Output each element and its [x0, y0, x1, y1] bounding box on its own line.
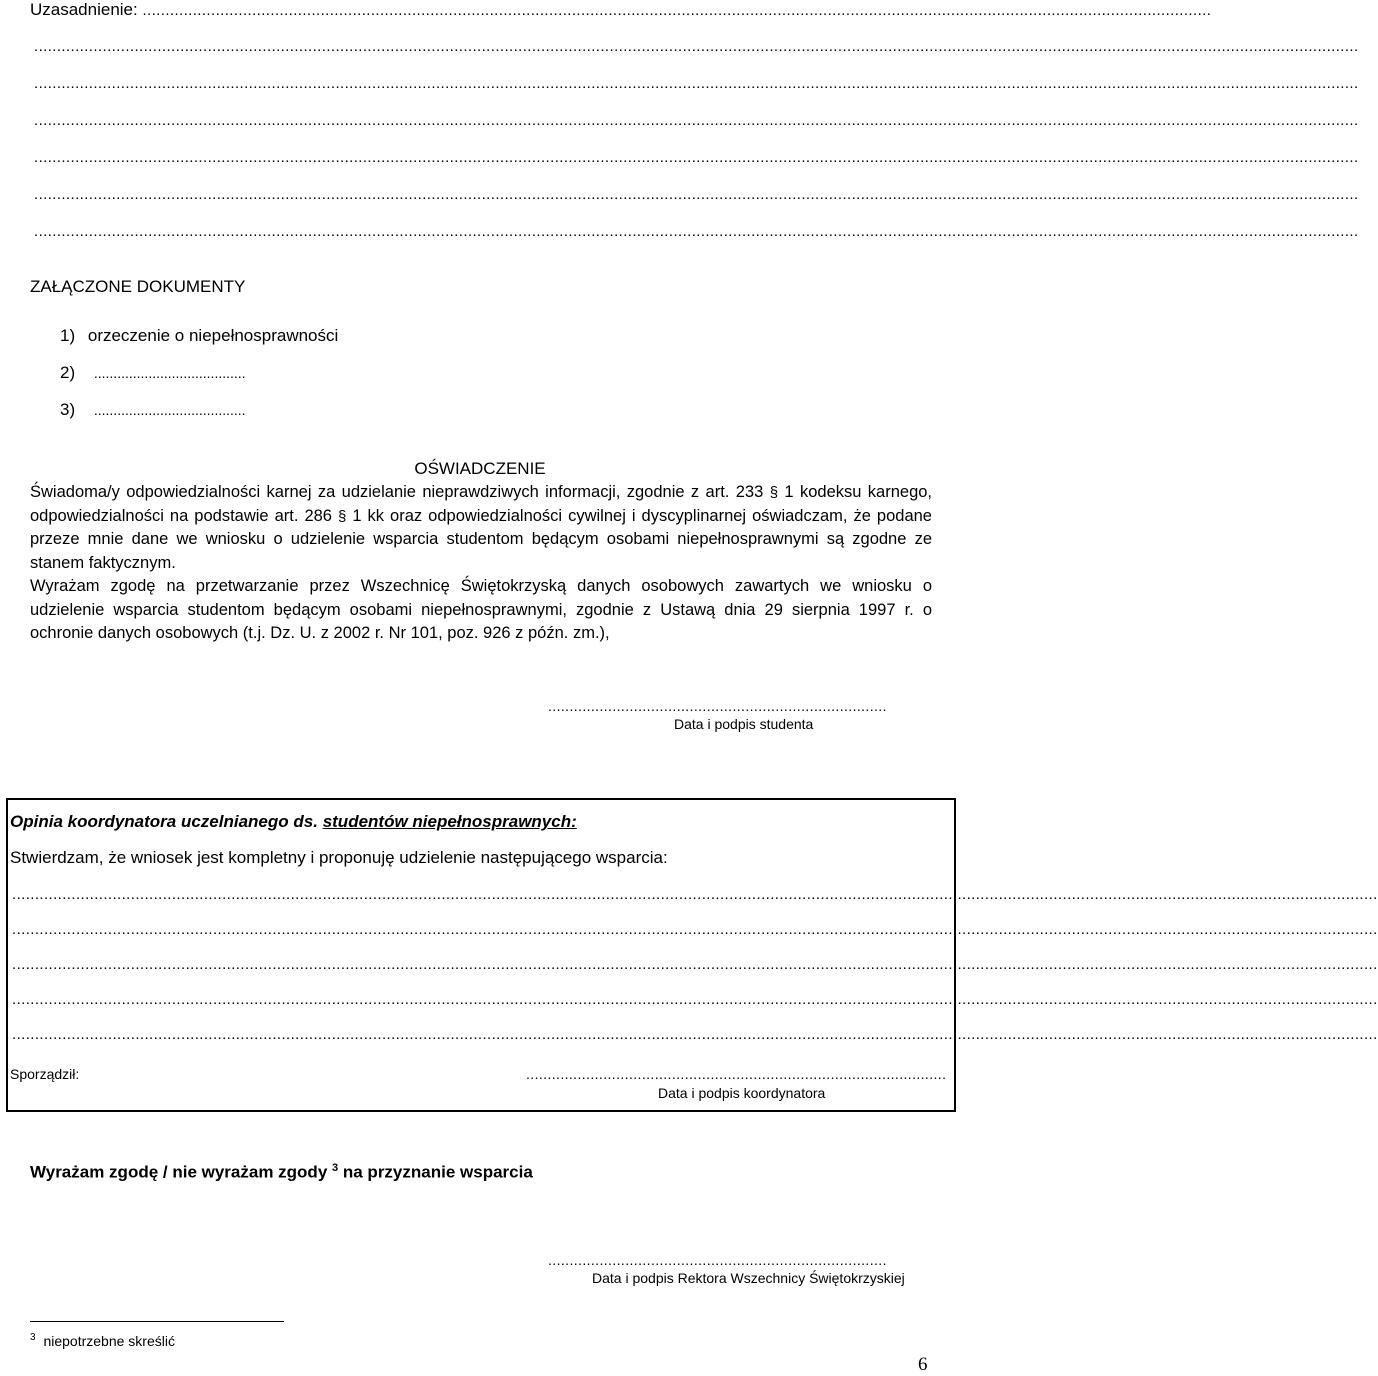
coordinator-heading-part: studentów niepełnosprawnych:	[322, 812, 577, 831]
footnote-marker: 3	[30, 1332, 36, 1343]
coordinator-statement: Stwierdzam, że wniosek jest kompletny i proponuję udzielenie następującego wsparcia:	[10, 848, 668, 867]
justification-dot-line: ..................................................................................................................................................................................................................................................................................................	[34, 75, 1359, 92]
justification-dot-line: ..................................................................................................................................................................................................................................................................................................	[34, 223, 1359, 240]
justification-dot-line: ..................................................................................................................................................................................................................................................................................................	[34, 149, 1359, 166]
justification-label: Uzasadnienie:	[30, 0, 138, 19]
footnote	[30, 1332, 175, 1349]
coordinator-heading	[10, 812, 577, 832]
justification-dot-line: ..................................................................................................................................................................................................................................................................................................	[34, 38, 1359, 55]
student-signature-label: Data i podpis studenta	[674, 716, 814, 732]
declaration-title: OŚWIADCZENIE	[414, 459, 546, 478]
footnote-text: niepotrzebne skreślić	[43, 1332, 175, 1349]
coordinator-heading-part: Opinia koordynatora uczelnianego ds.	[10, 812, 318, 831]
coordinator-signature-label: Data i podpis koordynatora	[658, 1085, 826, 1101]
attachment-item	[60, 400, 246, 420]
declaration-paragraph-2: Wyrażam zgodę na przetwarzanie przez Wszechnicę Świętokrzyską danych osobowych zawartych we wniosku o udzielenie wsparcia studentom będącym osobami niepełnosprawnymi, zgodnie z Ustawą dnia 29 sierpnia 1997 r. o ochronie danych osobowych (t.j. Dz. U. z 2002 r. Nr 101, poz. 926 z późn. zm.),	[30, 577, 932, 642]
justification-line-1	[30, 0, 1211, 21]
coordinator-dot-line: ...........................................................................................................................................................................................................................................................................................................	[12, 1026, 1378, 1043]
attachment-number: 1)	[60, 326, 76, 345]
declaration-text-part: 1 kodeksu karnego, odpowiedzialności na podstawie art. 286	[30, 483, 933, 525]
justification-dots: ..........................................................................................................................................................................................................................................	[142, 2, 1212, 19]
attachments-heading: ZAŁĄCZONE DOKUMENTY	[30, 277, 246, 296]
attachment-number: 2)	[60, 363, 76, 382]
footnote-separator	[30, 1321, 284, 1322]
prepared-by-label: Sporządził:	[10, 1066, 80, 1082]
coordinator-dot-line: ...........................................................................................................................................................................................................................................................................................................	[12, 921, 1378, 938]
rector-signature-label: Data i podpis Rektora Wszechnicy Świętokrzyskiej	[592, 1270, 905, 1286]
rector-consent-text: Wyrażam zgodę / nie wyrażam zgody	[30, 1162, 328, 1182]
rector-consent-text: na przyznanie wsparcia	[342, 1162, 533, 1182]
justification-dot-line: ..................................................................................................................................................................................................................................................................................................	[34, 186, 1359, 203]
declaration-text-part: 1 kk oraz odpowiedzialności cywilnej i dyscyplinarnej oświadczam, że podane przeze mnie dane we wniosku o udzielenie wsparcia studentom będącym osobami niepełnosprawnymi są zgodne ze stanem faktycznym.	[30, 506, 932, 572]
rector-consent	[30, 1157, 533, 1184]
attachment-number: 3)	[60, 400, 76, 419]
attachment-item	[60, 326, 338, 346]
attachment-item	[60, 363, 246, 383]
attachment-text: .......................................	[93, 402, 246, 418]
justification-dot-line: ..................................................................................................................................................................................................................................................................................................	[34, 112, 1359, 129]
attachment-text: orzeczenie o niepełnosprawności	[87, 326, 339, 345]
page-number: 6	[918, 1354, 928, 1375]
attachment-text: .......................................	[93, 365, 246, 381]
rector-signature-line: ...............................................................................	[548, 1252, 887, 1268]
declaration-text-part: Świadoma/y odpowiedzialności karnej za udzielanie nieprawdziwych informacji, zgodnie z art. 233	[30, 483, 764, 501]
student-signature-line: ...............................................................................	[548, 698, 887, 714]
coordinator-signature-line: ..................................................................................................	[526, 1066, 947, 1082]
declaration-paragraph-1	[30, 481, 932, 575]
coordinator-dot-line: ...........................................................................................................................................................................................................................................................................................................	[12, 991, 1378, 1008]
coordinator-dot-line: ...........................................................................................................................................................................................................................................................................................................	[12, 886, 1378, 903]
coordinator-dot-line: ...........................................................................................................................................................................................................................................................................................................	[12, 956, 1378, 973]
section-sign: §	[769, 484, 779, 501]
section-sign: §	[338, 507, 347, 525]
footnote-reference: 3	[332, 1162, 339, 1174]
coordinator-opinion-box	[6, 798, 1378, 1112]
declaration-text	[30, 481, 932, 646]
